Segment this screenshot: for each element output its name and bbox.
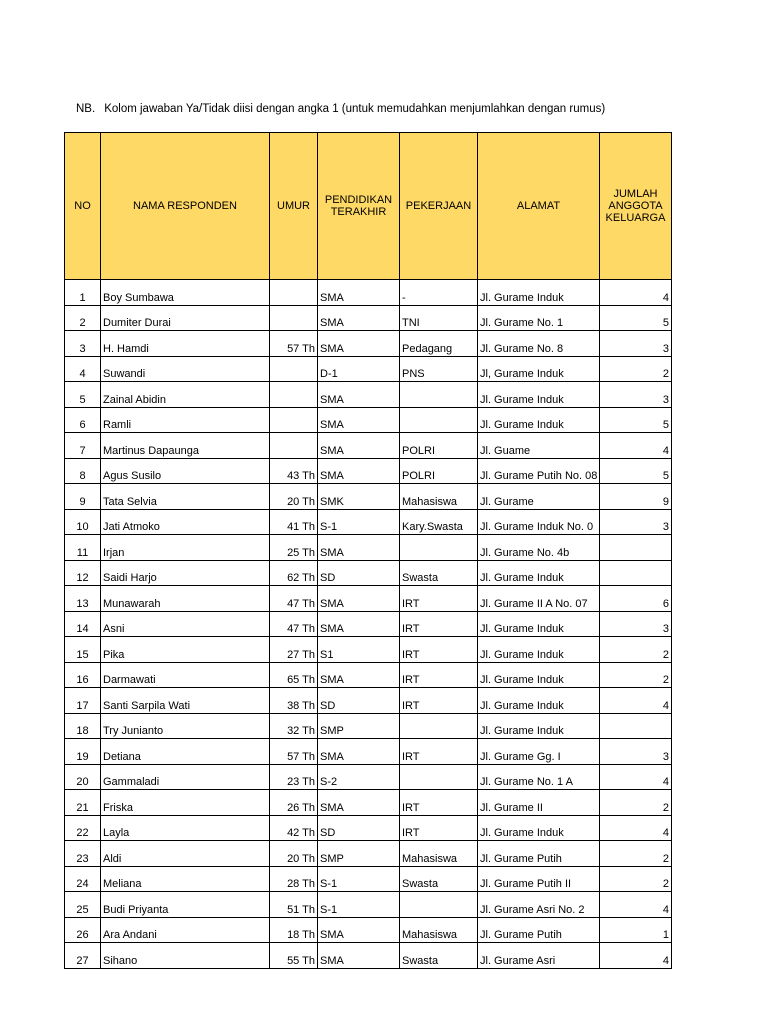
cell-nama-responden[interactable]: Dumiter Durai bbox=[101, 305, 270, 331]
cell-pekerjaan[interactable]: IRT bbox=[400, 611, 478, 637]
cell-no[interactable]: 10 bbox=[65, 509, 101, 535]
cell-pekerjaan[interactable]: Swasta bbox=[400, 866, 478, 892]
cell-no[interactable]: 21 bbox=[65, 790, 101, 816]
cell-umur[interactable] bbox=[270, 382, 318, 408]
cell-no[interactable]: 17 bbox=[65, 688, 101, 714]
header-no[interactable]: NO bbox=[65, 133, 101, 280]
cell-jumlah-anggota[interactable]: 5 bbox=[600, 458, 672, 484]
note-text: Kolom jawaban Ya/Tidak diisi dengan angka 1 (untuk memudahkan menjumlahkan dengan rumus) bbox=[104, 103, 606, 115]
cell-alamat[interactable]: Jl. Gurame Induk bbox=[478, 637, 600, 663]
table-row bbox=[65, 535, 672, 561]
cell-jumlah-anggota[interactable]: 2 bbox=[600, 637, 672, 663]
cell-jumlah-anggota[interactable]: 2 bbox=[600, 662, 672, 688]
cell-pekerjaan[interactable]: Mahasiswa bbox=[400, 917, 478, 943]
cell-pendidikan[interactable]: SD bbox=[318, 560, 400, 586]
cell-pekerjaan[interactable]: Swasta bbox=[400, 943, 478, 969]
cell-no[interactable]: 6 bbox=[65, 407, 101, 433]
cell-nama-responden[interactable]: Friska bbox=[101, 790, 270, 816]
header-umur[interactable]: UMUR bbox=[270, 133, 318, 280]
cell-pekerjaan[interactable]: Kary.Swasta bbox=[400, 509, 478, 535]
table-row bbox=[65, 458, 672, 484]
cell-jumlah-anggota[interactable] bbox=[600, 560, 672, 586]
cell-jumlah-anggota[interactable]: 3 bbox=[600, 382, 672, 408]
cell-pekerjaan[interactable]: - bbox=[400, 280, 478, 306]
cell-alamat[interactable]: Jl. Gurame bbox=[478, 484, 600, 510]
cell-no[interactable]: 5 bbox=[65, 382, 101, 408]
cell-pendidikan[interactable]: S-1 bbox=[318, 866, 400, 892]
note-prefix: NB. bbox=[76, 103, 96, 115]
cell-no[interactable]: 12 bbox=[65, 560, 101, 586]
table-row bbox=[65, 331, 672, 357]
cell-pendidikan[interactable]: SD bbox=[318, 688, 400, 714]
header-pekerjaan[interactable]: PEKERJAAN bbox=[400, 133, 478, 280]
cell-umur[interactable]: 57 Th bbox=[270, 739, 318, 765]
cell-jumlah-anggota[interactable]: 4 bbox=[600, 943, 672, 969]
cell-nama-responden[interactable]: Santi Sarpila Wati bbox=[101, 688, 270, 714]
cell-no[interactable]: 9 bbox=[65, 484, 101, 510]
cell-pekerjaan[interactable] bbox=[400, 535, 478, 561]
cell-nama-responden[interactable]: Suwandi bbox=[101, 356, 270, 382]
cell-alamat[interactable]: Jl. Gurame Induk bbox=[478, 280, 600, 306]
table-row bbox=[65, 917, 672, 943]
cell-umur[interactable]: 20 Th bbox=[270, 841, 318, 867]
table-row bbox=[65, 560, 672, 586]
table-row bbox=[65, 943, 672, 969]
cell-pekerjaan[interactable] bbox=[400, 892, 478, 918]
table-header-row bbox=[65, 133, 672, 280]
table-row bbox=[65, 892, 672, 918]
cell-umur[interactable]: 25 Th bbox=[270, 535, 318, 561]
cell-jumlah-anggota[interactable]: 4 bbox=[600, 433, 672, 459]
table-row bbox=[65, 866, 672, 892]
cell-umur[interactable]: 28 Th bbox=[270, 866, 318, 892]
cell-pekerjaan[interactable]: IRT bbox=[400, 662, 478, 688]
cell-alamat[interactable]: Jl. Gurame Putih II bbox=[478, 866, 600, 892]
cell-no[interactable]: 26 bbox=[65, 917, 101, 943]
table-row bbox=[65, 305, 672, 331]
cell-nama-responden[interactable]: Layla bbox=[101, 815, 270, 841]
cell-umur[interactable] bbox=[270, 305, 318, 331]
cell-pendidikan[interactable]: SMA bbox=[318, 662, 400, 688]
cell-pendidikan[interactable]: SMA bbox=[318, 305, 400, 331]
cell-pendidikan[interactable]: SMP bbox=[318, 841, 400, 867]
cell-pekerjaan[interactable]: IRT bbox=[400, 790, 478, 816]
header-alamat[interactable]: ALAMAT bbox=[478, 133, 600, 280]
cell-no[interactable]: 7 bbox=[65, 433, 101, 459]
cell-pendidikan[interactable]: SMA bbox=[318, 458, 400, 484]
cell-no[interactable]: 23 bbox=[65, 841, 101, 867]
cell-nama-responden[interactable]: Gammaladi bbox=[101, 764, 270, 790]
respondent-table bbox=[64, 132, 672, 969]
cell-alamat[interactable]: Jl. Gurame Induk bbox=[478, 382, 600, 408]
cell-no[interactable]: 24 bbox=[65, 866, 101, 892]
cell-alamat[interactable]: Jl. Gurame Induk bbox=[478, 662, 600, 688]
cell-no[interactable]: 13 bbox=[65, 586, 101, 612]
cell-alamat[interactable]: Jl. Gurame No. 4b bbox=[478, 535, 600, 561]
instruction-note bbox=[76, 103, 605, 115]
cell-pendidikan[interactable]: SMA bbox=[318, 331, 400, 357]
cell-jumlah-anggota[interactable]: 2 bbox=[600, 790, 672, 816]
cell-umur[interactable]: 26 Th bbox=[270, 790, 318, 816]
cell-jumlah-anggota[interactable]: 4 bbox=[600, 892, 672, 918]
table-row bbox=[65, 611, 672, 637]
cell-no[interactable]: 18 bbox=[65, 713, 101, 739]
cell-no[interactable]: 11 bbox=[65, 535, 101, 561]
cell-alamat[interactable]: Jl. Gurame Putih bbox=[478, 841, 600, 867]
cell-pendidikan[interactable]: SMA bbox=[318, 280, 400, 306]
cell-alamat[interactable]: Jl, Gurame Induk bbox=[478, 356, 600, 382]
cell-jumlah-anggota[interactable]: 2 bbox=[600, 841, 672, 867]
cell-jumlah-anggota[interactable]: 4 bbox=[600, 815, 672, 841]
cell-pekerjaan[interactable]: Mahasiswa bbox=[400, 841, 478, 867]
cell-nama-responden[interactable]: Darmawati bbox=[101, 662, 270, 688]
cell-umur[interactable] bbox=[270, 407, 318, 433]
cell-nama-responden[interactable]: Jati Atmoko bbox=[101, 509, 270, 535]
cell-umur[interactable]: 51 Th bbox=[270, 892, 318, 918]
table-row bbox=[65, 509, 672, 535]
cell-pekerjaan[interactable]: PNS bbox=[400, 356, 478, 382]
cell-jumlah-anggota[interactable]: 2 bbox=[600, 356, 672, 382]
table-row bbox=[65, 815, 672, 841]
cell-no[interactable]: 14 bbox=[65, 611, 101, 637]
cell-pendidikan[interactable]: S1 bbox=[318, 637, 400, 663]
cell-jumlah-anggota[interactable]: 3 bbox=[600, 509, 672, 535]
cell-nama-responden[interactable]: Meliana bbox=[101, 866, 270, 892]
cell-alamat[interactable]: Jl. Gurame Putih No. 08 bbox=[478, 458, 600, 484]
cell-pendidikan[interactable]: SMA bbox=[318, 407, 400, 433]
cell-pendidikan[interactable]: S-2 bbox=[318, 764, 400, 790]
cell-pendidikan[interactable]: S-1 bbox=[318, 509, 400, 535]
cell-umur[interactable]: 38 Th bbox=[270, 688, 318, 714]
cell-pekerjaan[interactable]: IRT bbox=[400, 586, 478, 612]
table-row bbox=[65, 764, 672, 790]
cell-pendidikan[interactable]: D-1 bbox=[318, 356, 400, 382]
cell-alamat[interactable]: Jl. Gurame Induk bbox=[478, 815, 600, 841]
cell-umur[interactable]: 47 Th bbox=[270, 611, 318, 637]
cell-nama-responden[interactable]: H. Hamdi bbox=[101, 331, 270, 357]
cell-pendidikan[interactable]: SMA bbox=[318, 611, 400, 637]
cell-nama-responden[interactable]: Martinus Dapaunga bbox=[101, 433, 270, 459]
cell-pendidikan[interactable]: SMA bbox=[318, 586, 400, 612]
cell-no[interactable]: 3 bbox=[65, 331, 101, 357]
cell-no[interactable]: 27 bbox=[65, 943, 101, 969]
cell-pekerjaan[interactable] bbox=[400, 407, 478, 433]
table-row bbox=[65, 739, 672, 765]
cell-alamat[interactable]: Jl. Gurame Induk bbox=[478, 688, 600, 714]
cell-pekerjaan[interactable]: IRT bbox=[400, 637, 478, 663]
cell-nama-responden[interactable]: Irjan bbox=[101, 535, 270, 561]
cell-no[interactable]: 8 bbox=[65, 458, 101, 484]
cell-umur[interactable]: 57 Th bbox=[270, 331, 318, 357]
cell-no[interactable]: 20 bbox=[65, 764, 101, 790]
cell-nama-responden[interactable]: Asni bbox=[101, 611, 270, 637]
cell-alamat[interactable]: Jl. Gurame Induk bbox=[478, 560, 600, 586]
cell-alamat[interactable]: Jl. Gurame Induk No. 0 bbox=[478, 509, 600, 535]
cell-umur[interactable]: 43 Th bbox=[270, 458, 318, 484]
cell-no[interactable]: 25 bbox=[65, 892, 101, 918]
cell-alamat[interactable]: Jl. Gurame No. 1 A bbox=[478, 764, 600, 790]
cell-pekerjaan[interactable]: POLRI bbox=[400, 433, 478, 459]
cell-umur[interactable]: 18 Th bbox=[270, 917, 318, 943]
cell-no[interactable]: 15 bbox=[65, 637, 101, 663]
cell-pekerjaan[interactable]: Swasta bbox=[400, 560, 478, 586]
cell-no[interactable]: 4 bbox=[65, 356, 101, 382]
cell-nama-responden[interactable]: Try Junianto bbox=[101, 713, 270, 739]
cell-nama-responden[interactable]: Aldi bbox=[101, 841, 270, 867]
cell-jumlah-anggota[interactable]: 3 bbox=[600, 611, 672, 637]
cell-umur[interactable]: 41 Th bbox=[270, 509, 318, 535]
cell-alamat[interactable]: Jl. Gurame Putih bbox=[478, 917, 600, 943]
cell-alamat[interactable]: Jl. Guame bbox=[478, 433, 600, 459]
cell-pendidikan[interactable]: SMP bbox=[318, 713, 400, 739]
cell-alamat[interactable]: Jl. Gurame Asri No. 2 bbox=[478, 892, 600, 918]
cell-pendidikan[interactable]: SMA bbox=[318, 739, 400, 765]
cell-pendidikan[interactable]: SMA bbox=[318, 917, 400, 943]
cell-pekerjaan[interactable]: POLRI bbox=[400, 458, 478, 484]
cell-umur[interactable]: 20 Th bbox=[270, 484, 318, 510]
cell-pendidikan[interactable]: SMA bbox=[318, 535, 400, 561]
cell-pendidikan[interactable]: S-1 bbox=[318, 892, 400, 918]
cell-alamat[interactable]: Jl. Gurame Induk bbox=[478, 407, 600, 433]
cell-umur[interactable]: 32 Th bbox=[270, 713, 318, 739]
cell-umur[interactable]: 62 Th bbox=[270, 560, 318, 586]
header-pendidikan-terakhir[interactable]: PENDIDIKAN TERAKHIR bbox=[318, 133, 400, 280]
table-row bbox=[65, 637, 672, 663]
cell-umur[interactable]: 65 Th bbox=[270, 662, 318, 688]
cell-alamat[interactable]: Jl. Gurame II A No. 07 bbox=[478, 586, 600, 612]
cell-alamat[interactable]: Jl. Gurame Induk bbox=[478, 713, 600, 739]
cell-umur[interactable] bbox=[270, 280, 318, 306]
cell-alamat[interactable]: Jl. Gurame Induk bbox=[478, 611, 600, 637]
cell-jumlah-anggota[interactable]: 6 bbox=[600, 586, 672, 612]
cell-nama-responden[interactable]: Ramli bbox=[101, 407, 270, 433]
cell-pekerjaan[interactable] bbox=[400, 382, 478, 408]
cell-nama-responden[interactable]: Munawarah bbox=[101, 586, 270, 612]
cell-alamat[interactable]: Jl. Gurame Gg. I bbox=[478, 739, 600, 765]
cell-nama-responden[interactable]: Pika bbox=[101, 637, 270, 663]
header-jumlah-anggota-keluarga[interactable]: JUMLAH ANGGOTA KELUARGA bbox=[600, 133, 672, 280]
table-row bbox=[65, 586, 672, 612]
cell-jumlah-anggota[interactable] bbox=[600, 713, 672, 739]
cell-pendidikan[interactable]: SMK bbox=[318, 484, 400, 510]
cell-no[interactable]: 19 bbox=[65, 739, 101, 765]
cell-pekerjaan[interactable]: Pedagang bbox=[400, 331, 478, 357]
cell-alamat[interactable]: Jl. Gurame No. 1 bbox=[478, 305, 600, 331]
cell-jumlah-anggota[interactable]: 4 bbox=[600, 764, 672, 790]
cell-alamat[interactable]: Jl. Gurame II bbox=[478, 790, 600, 816]
cell-pendidikan[interactable]: SMA bbox=[318, 382, 400, 408]
table-body bbox=[65, 280, 672, 969]
cell-umur[interactable] bbox=[270, 356, 318, 382]
table-row bbox=[65, 280, 672, 306]
cell-alamat[interactable]: Jl. Gurame No. 8 bbox=[478, 331, 600, 357]
cell-pekerjaan[interactable] bbox=[400, 764, 478, 790]
table-row bbox=[65, 790, 672, 816]
cell-jumlah-anggota[interactable]: 4 bbox=[600, 688, 672, 714]
cell-no[interactable]: 1 bbox=[65, 280, 101, 306]
cell-jumlah-anggota[interactable]: 5 bbox=[600, 407, 672, 433]
header-nama-responden[interactable]: NAMA RESPONDEN bbox=[101, 133, 270, 280]
cell-jumlah-anggota[interactable]: 2 bbox=[600, 866, 672, 892]
cell-umur[interactable]: 27 Th bbox=[270, 637, 318, 663]
table-row bbox=[65, 713, 672, 739]
cell-alamat[interactable]: Jl. Gurame Asri bbox=[478, 943, 600, 969]
cell-pekerjaan[interactable]: TNI bbox=[400, 305, 478, 331]
cell-no[interactable]: 16 bbox=[65, 662, 101, 688]
cell-jumlah-anggota[interactable]: 3 bbox=[600, 739, 672, 765]
cell-nama-responden[interactable]: Sihano bbox=[101, 943, 270, 969]
cell-pekerjaan[interactable] bbox=[400, 713, 478, 739]
cell-umur[interactable]: 47 Th bbox=[270, 586, 318, 612]
cell-nama-responden[interactable]: Detiana bbox=[101, 739, 270, 765]
table-row bbox=[65, 484, 672, 510]
table-row bbox=[65, 356, 672, 382]
cell-jumlah-anggota[interactable]: 4 bbox=[600, 280, 672, 306]
cell-umur[interactable]: 55 Th bbox=[270, 943, 318, 969]
cell-pekerjaan[interactable]: Mahasiswa bbox=[400, 484, 478, 510]
table-row bbox=[65, 433, 672, 459]
table-row bbox=[65, 407, 672, 433]
table-row bbox=[65, 382, 672, 408]
cell-jumlah-anggota[interactable] bbox=[600, 535, 672, 561]
cell-jumlah-anggota[interactable]: 3 bbox=[600, 331, 672, 357]
cell-umur[interactable] bbox=[270, 433, 318, 459]
cell-nama-responden[interactable]: Ara Andani bbox=[101, 917, 270, 943]
cell-pendidikan[interactable]: SMA bbox=[318, 790, 400, 816]
cell-umur[interactable]: 23 Th bbox=[270, 764, 318, 790]
cell-jumlah-anggota[interactable]: 1 bbox=[600, 917, 672, 943]
cell-nama-responden[interactable]: Budi Priyanta bbox=[101, 892, 270, 918]
table-row bbox=[65, 662, 672, 688]
cell-pekerjaan[interactable]: IRT bbox=[400, 739, 478, 765]
cell-pekerjaan[interactable]: IRT bbox=[400, 688, 478, 714]
cell-pendidikan[interactable]: SD bbox=[318, 815, 400, 841]
cell-pendidikan[interactable]: SMA bbox=[318, 433, 400, 459]
cell-jumlah-anggota[interactable]: 9 bbox=[600, 484, 672, 510]
cell-nama-responden[interactable]: Tata Selvia bbox=[101, 484, 270, 510]
cell-nama-responden[interactable]: Zainal Abidin bbox=[101, 382, 270, 408]
cell-umur[interactable]: 42 Th bbox=[270, 815, 318, 841]
cell-no[interactable]: 22 bbox=[65, 815, 101, 841]
cell-jumlah-anggota[interactable]: 5 bbox=[600, 305, 672, 331]
cell-pekerjaan[interactable]: IRT bbox=[400, 815, 478, 841]
cell-nama-responden[interactable]: Saidi Harjo bbox=[101, 560, 270, 586]
cell-nama-responden[interactable]: Agus Susilo bbox=[101, 458, 270, 484]
cell-no[interactable]: 2 bbox=[65, 305, 101, 331]
table-row bbox=[65, 688, 672, 714]
cell-nama-responden[interactable]: Boy Sumbawa bbox=[101, 280, 270, 306]
table-row bbox=[65, 841, 672, 867]
cell-pendidikan[interactable]: SMA bbox=[318, 943, 400, 969]
